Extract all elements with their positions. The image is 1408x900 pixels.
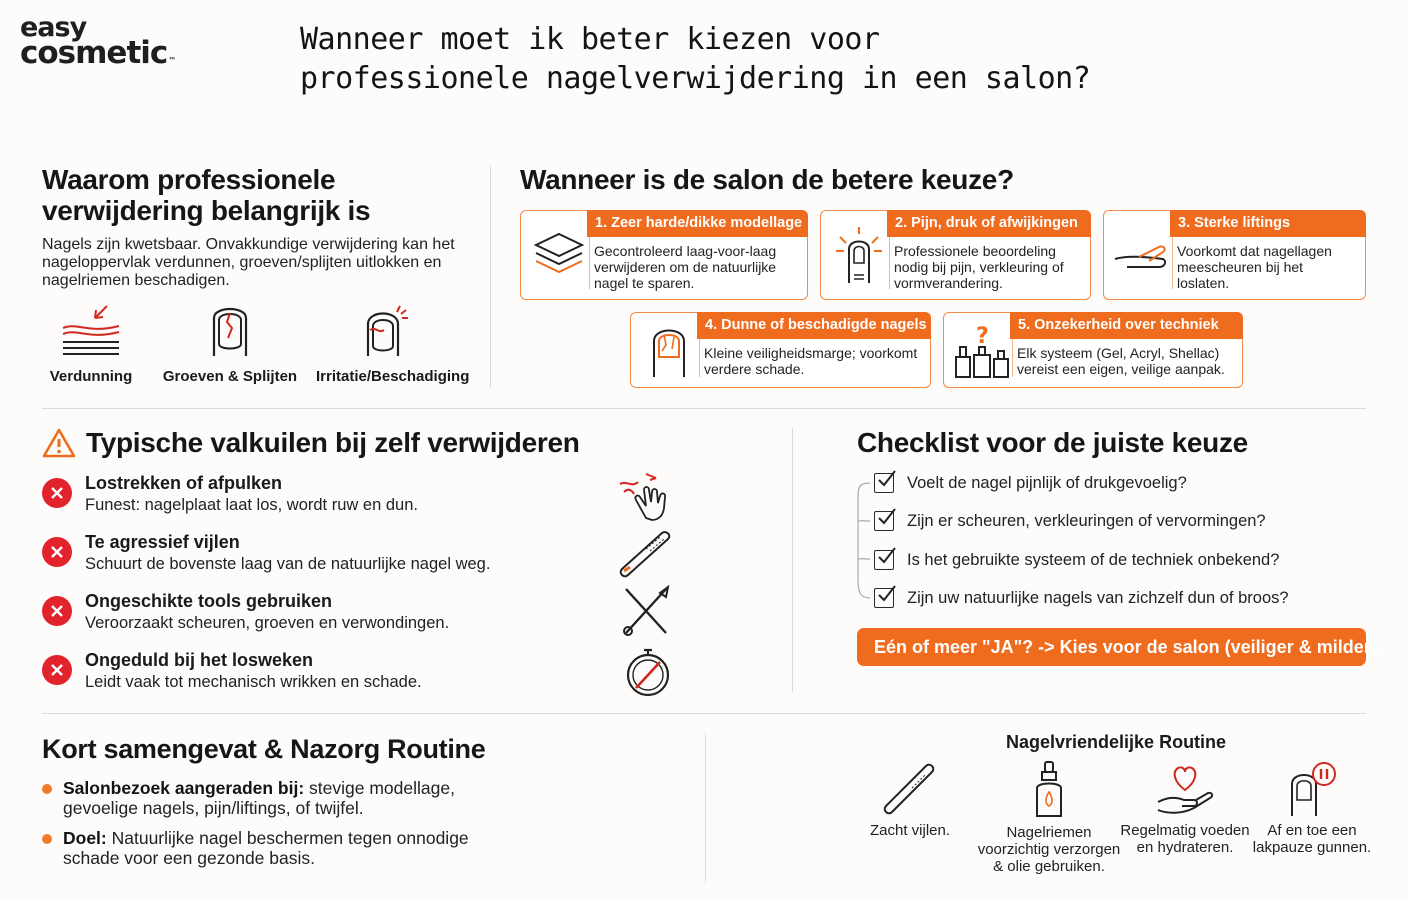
routine-item bbox=[835, 760, 985, 839]
divider bbox=[705, 733, 706, 883]
risk-label: Irritatie/Beschadiging bbox=[316, 368, 470, 385]
when-card-4 bbox=[630, 312, 931, 388]
checklist-item[interactable] bbox=[874, 510, 1266, 532]
divider bbox=[42, 713, 1366, 714]
summary-heading: Kort samengevat & Nazorg Routine bbox=[42, 734, 486, 764]
checklist-item[interactable] bbox=[874, 472, 1187, 494]
pitfall-item bbox=[42, 531, 602, 575]
pitfall-text: Funest: nagelplaat laat los, wordt ruw en dun. bbox=[85, 496, 418, 514]
pitfalls-heading: Typische valkuilen bij zelf verwijderen bbox=[86, 427, 580, 458]
salon-cta-banner[interactable]: Eén of meer "JA"? -> Kies voor de salon (veiliger & milder). bbox=[857, 628, 1366, 666]
routine-label: Af en toe een lakpauze gunnen. bbox=[1252, 822, 1372, 856]
card-text: Professionele beoordeling nodig bij pijn, verkleuring of vormverandering. bbox=[894, 243, 1064, 291]
damaged-nail-icon bbox=[648, 321, 690, 379]
brand-logo bbox=[20, 12, 177, 71]
pitfall-title: Ongeschikte tools gebruiken bbox=[85, 591, 333, 611]
nail-file-icon bbox=[880, 760, 940, 816]
checklist-question: Zijn er scheuren, verkleuringen of vervormingen? bbox=[907, 512, 1266, 530]
when-heading: Wanneer is de salon de betere keuze? bbox=[520, 164, 1014, 195]
pitfall-title: Lostrekken of afpulken bbox=[85, 473, 283, 493]
brand-line2: cosmetic bbox=[20, 35, 168, 71]
routine-label: Nagelriemen voorzichtig verzorgen & olie gebruiken. bbox=[977, 824, 1121, 875]
divider bbox=[792, 428, 793, 692]
checklist-item[interactable] bbox=[874, 587, 1289, 609]
pitfall-text: Veroorzaakt scheuren, groeven en verwondingen. bbox=[85, 614, 450, 632]
checklist-connector bbox=[854, 480, 874, 602]
card-title: 5. Onzekerheid over techniek bbox=[1010, 312, 1243, 339]
when-card-3 bbox=[1103, 210, 1366, 300]
card-title: 1. Zeer harde/dikke modellage bbox=[587, 210, 808, 237]
card-text: Voorkomt dat nagellagen meescheuren bij het loslaten. bbox=[1177, 243, 1332, 291]
card-title: 4. Dunne of beschadigde nagels bbox=[697, 312, 931, 339]
checkbox-checked-icon[interactable] bbox=[874, 473, 894, 493]
card-text: Kleine veiligheidsmarge; voorkomt verdere schade. bbox=[704, 345, 918, 377]
summary-bullet bbox=[42, 778, 502, 818]
when-card-2 bbox=[820, 210, 1091, 300]
brand-line1: easy bbox=[20, 12, 87, 43]
checklist-question: Zijn uw natuurlijke nagels van zichzelf dun of broos? bbox=[907, 589, 1289, 607]
painful-finger-icon bbox=[832, 225, 886, 285]
pitfall-text: Schuurt de bovenste laag van de natuurlijke nagel weg. bbox=[85, 555, 491, 573]
question-bottles-icon bbox=[952, 321, 1012, 379]
checkbox-checked-icon[interactable] bbox=[874, 511, 894, 531]
irritated-nail-icon bbox=[362, 300, 410, 358]
no-timer-icon bbox=[616, 644, 676, 698]
oil-bottle-icon bbox=[1029, 760, 1069, 818]
risk-irritation bbox=[316, 300, 470, 385]
routine-heading: Nagelvriendelijke Routine bbox=[1006, 732, 1227, 752]
routine-item bbox=[974, 760, 1124, 875]
routine-label: Regelmatig voeden en hydrateren. bbox=[1120, 822, 1250, 856]
bullet-bold: Doel: bbox=[63, 828, 107, 848]
card-title: 3. Sterke liftings bbox=[1170, 210, 1366, 237]
checklist-item[interactable] bbox=[874, 549, 1279, 571]
heart-hand-icon bbox=[1154, 760, 1216, 816]
checklist-question: Is het gebruikte systeem of de techniek onbekend? bbox=[907, 551, 1280, 569]
pitfall-title: Ongeduld bij het losweken bbox=[85, 650, 314, 670]
error-x-icon bbox=[42, 537, 72, 567]
svg-text:?: ? bbox=[976, 324, 989, 349]
bullet-text: Natuurlijke nagel beschermen tegen onnodige schade voor een gezonde basis. bbox=[63, 828, 469, 868]
layers-icon bbox=[532, 230, 586, 280]
when-card-5 bbox=[943, 312, 1243, 388]
error-x-icon bbox=[42, 478, 72, 508]
peeling-hand-icon bbox=[616, 470, 676, 522]
split-nail-icon bbox=[208, 300, 252, 358]
pitfall-item bbox=[42, 590, 602, 634]
checkbox-checked-icon[interactable] bbox=[874, 550, 894, 570]
brand-tm: ™ bbox=[168, 56, 177, 65]
page-title: Wanneer moet ik beter kiezen voor professionele nagelverwijdering in een salon? bbox=[300, 22, 1091, 96]
error-x-icon bbox=[42, 655, 72, 685]
risk-thinning bbox=[21, 300, 161, 385]
pitfall-item bbox=[42, 649, 602, 693]
card-text: Elk systeem (Gel, Acryl, Shellac) vereist een eigen, veilige aanpak. bbox=[1017, 345, 1225, 377]
routine-item bbox=[1237, 760, 1387, 856]
divider bbox=[42, 408, 1366, 409]
bullet-text: stevige modellage, gevoelige nagels, pijn/liftings, of twijfel. bbox=[63, 778, 455, 818]
checkbox-checked-icon[interactable] bbox=[874, 588, 894, 608]
error-x-icon bbox=[42, 596, 72, 626]
card-title: 2. Pijn, druk of afwijkingen bbox=[887, 210, 1091, 237]
bullet-dot bbox=[42, 784, 52, 794]
thinning-layers-icon bbox=[59, 300, 123, 358]
card-text: Gecontroleerd laag-voor-laag verwijderen om de natuurlijke nagel te sparen. bbox=[594, 243, 777, 291]
pause-nail-icon bbox=[1284, 760, 1340, 816]
risk-splitting bbox=[160, 300, 300, 385]
pitfall-title: Te agressief vijlen bbox=[85, 532, 240, 552]
summary-bullet bbox=[42, 828, 502, 868]
bullet-dot bbox=[42, 834, 52, 844]
nail-file-icon bbox=[616, 527, 676, 579]
pitfall-text: Leidt vaak tot mechanisch wrikken en schade. bbox=[85, 673, 422, 691]
lifting-nail-icon bbox=[1113, 235, 1171, 275]
warning-icon bbox=[42, 428, 76, 458]
routine-label: Zacht vijlen. bbox=[869, 822, 951, 839]
risk-label: Groeven & Splijten bbox=[162, 368, 298, 385]
why-heading: Waarom professionele verwijdering belangrijk is bbox=[42, 164, 371, 226]
risk-label: Verdunning bbox=[49, 368, 133, 385]
checklist-question: Voelt de nagel pijnlijk of drukgevoelig? bbox=[907, 474, 1187, 492]
bullet-bold: Salonbezoek aangeraden bij: bbox=[63, 778, 305, 798]
crossed-tools-icon bbox=[616, 585, 676, 637]
why-text: Nagels zijn kwetsbaar. Onvakkundige verwijdering kan het nageloppervlak verdunnen, groeven/splijten uitlokken en nagelriemen beschadigen. bbox=[42, 236, 455, 289]
checklist-heading: Checklist voor de juiste keuze bbox=[857, 427, 1248, 458]
when-card-1 bbox=[520, 210, 808, 300]
divider bbox=[490, 166, 491, 388]
pitfall-item bbox=[42, 472, 602, 516]
